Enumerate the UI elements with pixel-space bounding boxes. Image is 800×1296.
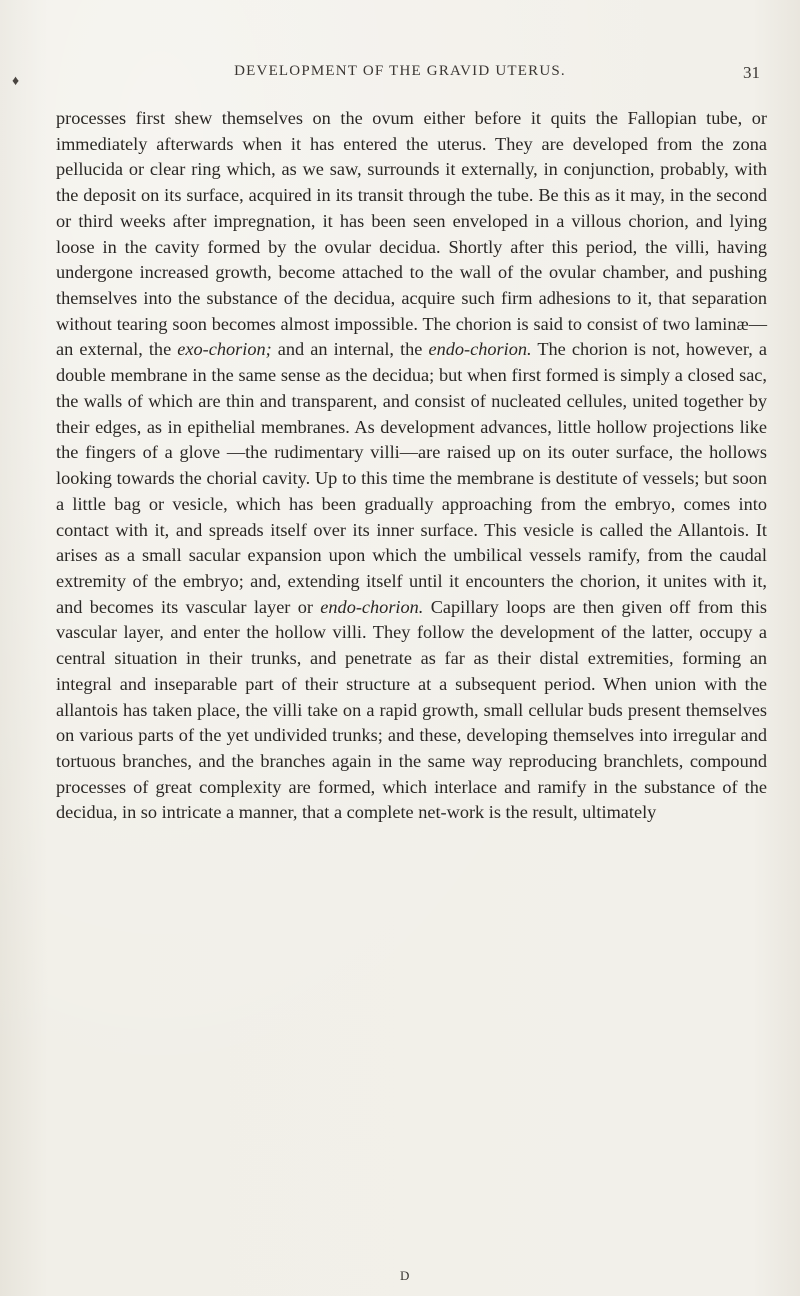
running-head: [40, 63, 760, 85]
italic-term-endo-chorion: endo-chorion.: [320, 596, 424, 617]
running-title: DEVELOPMENT OF THE GRAVID UTERUS.: [234, 63, 566, 79]
paragraph: [56, 106, 767, 826]
text-segment: processes first shew themselves on the ovum either before it quits the Fallopian tube, or immediately afterwards when it has entered the uterus. They are developed from the zona pellucida or clear ring which, as we saw, surrounds it externally, in conjunction, probably, with the deposit on its surface, acquired in its transit through the tube. Be this as it may, in the second or third weeks after impregnation, it has been seen enveloped in a villous chorion, and lying loose in the cavity formed by the ovular decidua. Shortly after this period, the villi, having undergone increased growth, become attached to the wall of the ovular chamber, and pushing themselves into the substance of the decidua, acquire such firm adhesions to it, that separation without tearing soon becomes almost impossible. The chorion is said to consist of two laminæ—an external, the: [56, 108, 767, 360]
margin-ornament: ♦: [12, 74, 20, 89]
italic-term-exo-chorion: exo-chorion;: [177, 339, 272, 360]
page-number: 31: [743, 63, 760, 82]
italic-term-endo-chorion: endo-chorion.: [428, 339, 532, 360]
text-segment: Capillary loops are then given off from this vascular layer, and enter the hollow villi. They follow the development of the latter, occupy a central situation in their trunks, and penetrate as far as their distal extremities, forming an integral and inseparable part of their structure at a subsequent period. When union with the allantois has taken place, the villi take on a rapid growth, small cellular buds present themselves on various parts of the yet undivided trunks; and these, developing themselves into irregular and tortuous branches, and the branches again in the same way reproducing branchlets, compound processes of great complexity are formed, which interlace and ramify in the substance of the decidua, in so intricate a manner, that a complete net-work is the result, ultimately: [56, 596, 768, 823]
text-segment: and an internal, the: [271, 339, 429, 360]
body-text: [56, 106, 767, 826]
signature-mark: D: [400, 1268, 410, 1283]
text-segment: The chorion is not, however, a double membrane in the same sense as the decidua; but when first formed is simply a closed sac, the walls of which are thin and transparent, and consist of nucleated cellules, united together by their edges, as in epithelial membranes. As development advances, little hollow projections like the fingers of a glove —the rudimentary villi—are raised up on its outer surface, the hollows looking towards the chorial cavity. Up to this time the membrane is destitute of vessels; but soon a little bag or vesicle, which has been gradually approaching from the embryo, comes into contact with it, and spreads itself over its inner surface. This vesicle is called the Allantois. It arises as a small sacular expansion upon which the umbilical vessels ramify, from the caudal extremity of the embryo; and, extending itself until it encounters the chorion, it unites with it, and becomes its vascular layer or: [56, 339, 768, 617]
